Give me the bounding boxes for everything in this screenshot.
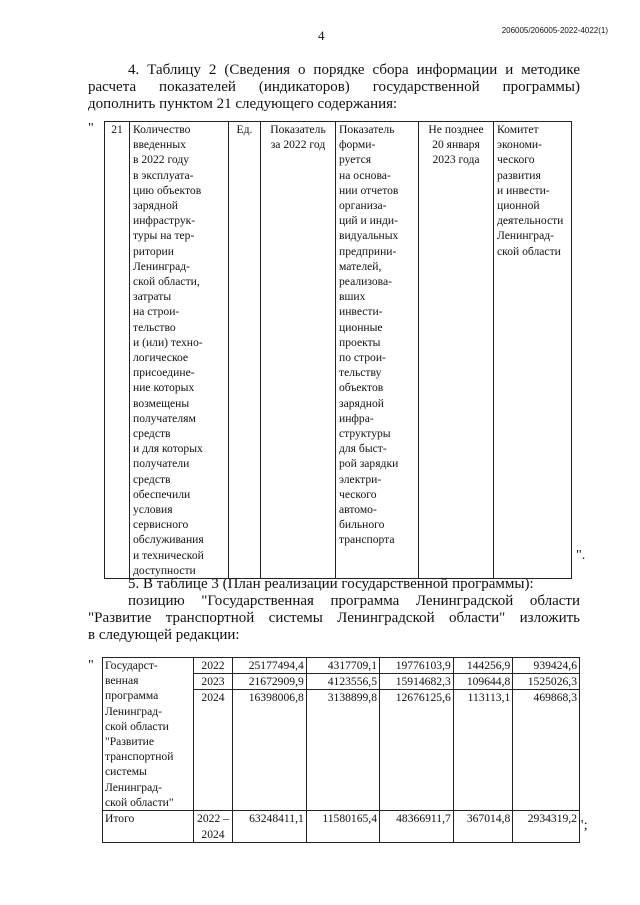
unit-cell: Ед. — [229, 122, 261, 579]
page-number: 4 — [318, 28, 325, 43]
indicator-method-table — [104, 121, 572, 579]
value-cell: 109644,8 — [453, 674, 513, 690]
value-cell: 12676125,6 — [380, 690, 454, 811]
paragraph-4-line: 4. Таблицу 2 (Сведения о порядке сбора информации и методике — [128, 62, 580, 78]
table-row — [103, 658, 580, 674]
paragraph-5-line: 5. В таблице 3 (План реализации государственной программы): — [128, 576, 534, 592]
value-cell: 939424,6 — [513, 658, 580, 674]
year-cell: 2022 — [194, 658, 233, 674]
value-cell: 15914682,3 — [380, 674, 454, 690]
value-cell: 113113,1 — [453, 690, 513, 811]
value-cell: 19776103,9 — [380, 658, 454, 674]
value-cell: 367014,8 — [453, 811, 513, 842]
paragraph-4 — [88, 62, 580, 113]
value-cell: 4123556,5 — [306, 674, 379, 690]
indicator-name-cell: Количество введенных в 2022 году в эксплуата- цию объектов зарядной инфраструк- туры на тер- ритории Ленинград- ской области, затраты на строи- тельство и (или) техно- логическое присоедине- ние которых возмещены получателям средств и для которых получатели средств обеспечили условия сервисного обслуживания и технической доступности — [130, 122, 229, 579]
table2-open-quote: " — [88, 658, 94, 673]
responsible-cell: Комитет экономи- ческого развития и инвести- ционной деятельности Ленинград- ской области — [494, 122, 572, 579]
value-cell: 1525026,3 — [513, 674, 580, 690]
method-cell: Показатель форми- руется на основа- нии отчетов организа- ций и инди- видуальных предприни- мателей, реализова- вших инвести- ционные проекты по строи- тельству объектов зарядной инфра- структуры для быст- рой зарядки электри- ческого автомо- бильного транспорта — [336, 122, 419, 579]
value-cell: 3138899,8 — [306, 690, 379, 811]
value-cell: 25177494,4 — [233, 658, 307, 674]
document-code: 206005/206005-2022-4022(1) — [501, 26, 608, 35]
value-cell: 144256,9 — [453, 658, 513, 674]
paragraph-5-line: "Развитие транспортной системы Ленинградской области" изложить — [88, 610, 580, 626]
table2-close-quote: "; — [578, 818, 588, 833]
value-cell: 4317709,1 — [306, 658, 379, 674]
value-cell: 63248411,1 — [233, 811, 307, 842]
total-label: Итого — [103, 811, 194, 842]
year-cell: 2023 — [194, 674, 233, 690]
deadline-cell: Не позднее 20 января 2023 года — [419, 122, 494, 579]
table1-close-quote: ". — [576, 548, 586, 563]
table-row — [105, 122, 572, 579]
indicator-cell: Показатель за 2022 год — [261, 122, 336, 579]
paragraph-5-line: в следующей редакции: — [88, 627, 240, 643]
year-cell: 2024 — [194, 690, 233, 811]
value-cell: 11580165,4 — [306, 811, 379, 842]
value-cell: 48366911,7 — [380, 811, 454, 842]
program-name-cell: Государст- венная программа Ленинград- ской области "Развитие транспортной системы Ленинград- ской области" — [103, 658, 194, 811]
paragraph-5 — [88, 576, 580, 644]
table-row-total — [103, 811, 580, 842]
program-plan-table — [102, 657, 580, 843]
value-cell: 469868,3 — [513, 690, 580, 811]
table1-open-quote: " — [88, 121, 94, 136]
paragraph-5-line: позицию "Государственная программа Ленинградской области — [128, 593, 580, 609]
year-cell: 2022 – 2024 — [194, 811, 233, 842]
value-cell: 2934319,2 — [513, 811, 580, 842]
value-cell: 21672909,9 — [233, 674, 307, 690]
value-cell: 16398006,8 — [233, 690, 307, 811]
row-number: 21 — [105, 122, 130, 579]
paragraph-4-line: расчета показателей (индикаторов) государственной программы) — [88, 79, 580, 95]
paragraph-4-line: дополнить пунктом 21 следующего содержания: — [88, 96, 398, 112]
